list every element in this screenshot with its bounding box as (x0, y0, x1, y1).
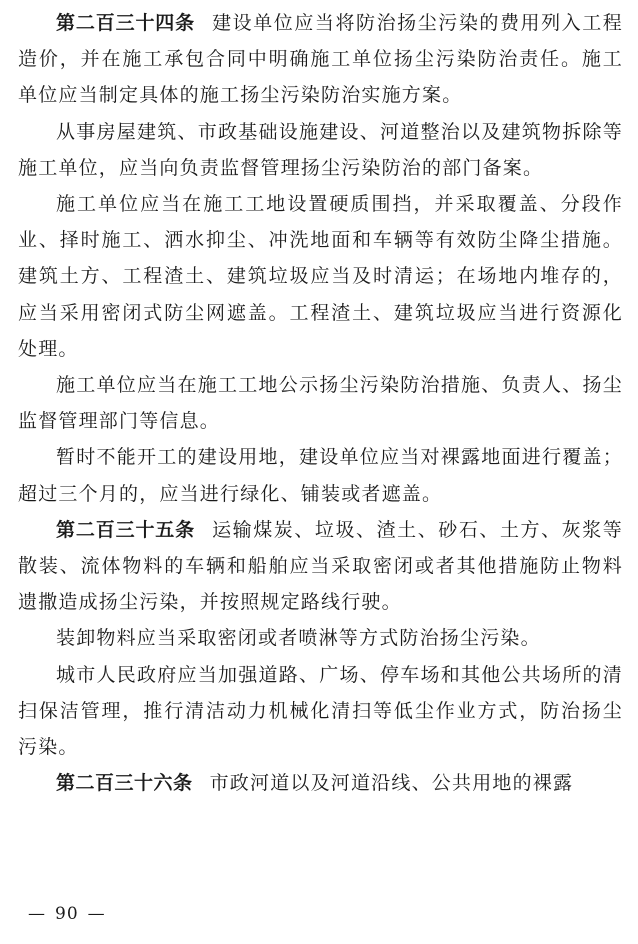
article-234-label: 第二百三十四条 (56, 12, 196, 34)
article-234-paragraph-4: 施工单位应当在施工工地公示扬尘污染防治措施、负责人、扬尘监督管理部门等信息。 (18, 374, 623, 433)
article-234-paragraph-1-text: 建设单位应当将防治扬尘污染的费用列入工程造价，并在施工承包合同中明确施工单位扬尘污染防治责任。施工单位应当制定具体的施工扬尘污染防治实施方案。 (18, 12, 623, 107)
page-footer (28, 904, 106, 924)
article-236-paragraph-1-text: 市政河道以及河道沿线、公共用地的裸露 (209, 772, 574, 795)
article-234-paragraph-3: 施工单位应当在施工工地设置硬质围挡，并采取覆盖、分段作业、择时施工、洒水抑尘、冲洗地面和车辆等有效防尘降尘措施。建筑土方、工程渣土、建筑垃圾应当及时清运；在场地内堆存的，应当采用密闭式防尘网遮盖。工程渣土、建筑垃圾应当进行资源化处理。 (18, 193, 623, 360)
footer-dash-right: — (87, 904, 106, 924)
article-235-label: 第二百三十五条 (56, 518, 196, 541)
footer-dash-left: — (28, 904, 46, 924)
page-number: 90 (55, 904, 79, 924)
article-235-paragraph-3: 城市人民政府应当加强道路、广场、停车场和其他公共场所的清扫保洁管理，推行清洁动力机械化清扫等低尘作业方式，防治扬尘污染。 (18, 663, 623, 759)
article-236-paragraph-1 (18, 765, 623, 801)
article-235-paragraph-2: 装卸物料应当采取密闭或者喷淋等方式防治扬尘污染。 (56, 627, 541, 650)
article-235-paragraph-1 (18, 512, 623, 621)
article-234-paragraph-2: 从事房屋建筑、市政基础设施建设、河道整治以及建筑物拆除等施工单位，应当向负责监督管理扬尘污染防治的部门备案。 (18, 120, 623, 179)
article-235-paragraph-1-text: 运输煤炭、垃圾、渣土、砂石、土方、灰浆等散装、流体物料的车辆和船舶应当采取密闭或者其他措施防止物料遗撒造成扬尘污染，并按照规定路线行驶。 (18, 518, 623, 614)
article-234-paragraph-5: 暂时不能开工的建设用地，建设单位应当对裸露地面进行覆盖；超过三个月的，应当进行绿化、铺装或者遮盖。 (18, 446, 623, 505)
document-page (18, 5, 623, 801)
article-236-label: 第二百三十六条 (56, 772, 193, 795)
article-234-paragraph-1 (18, 5, 623, 114)
